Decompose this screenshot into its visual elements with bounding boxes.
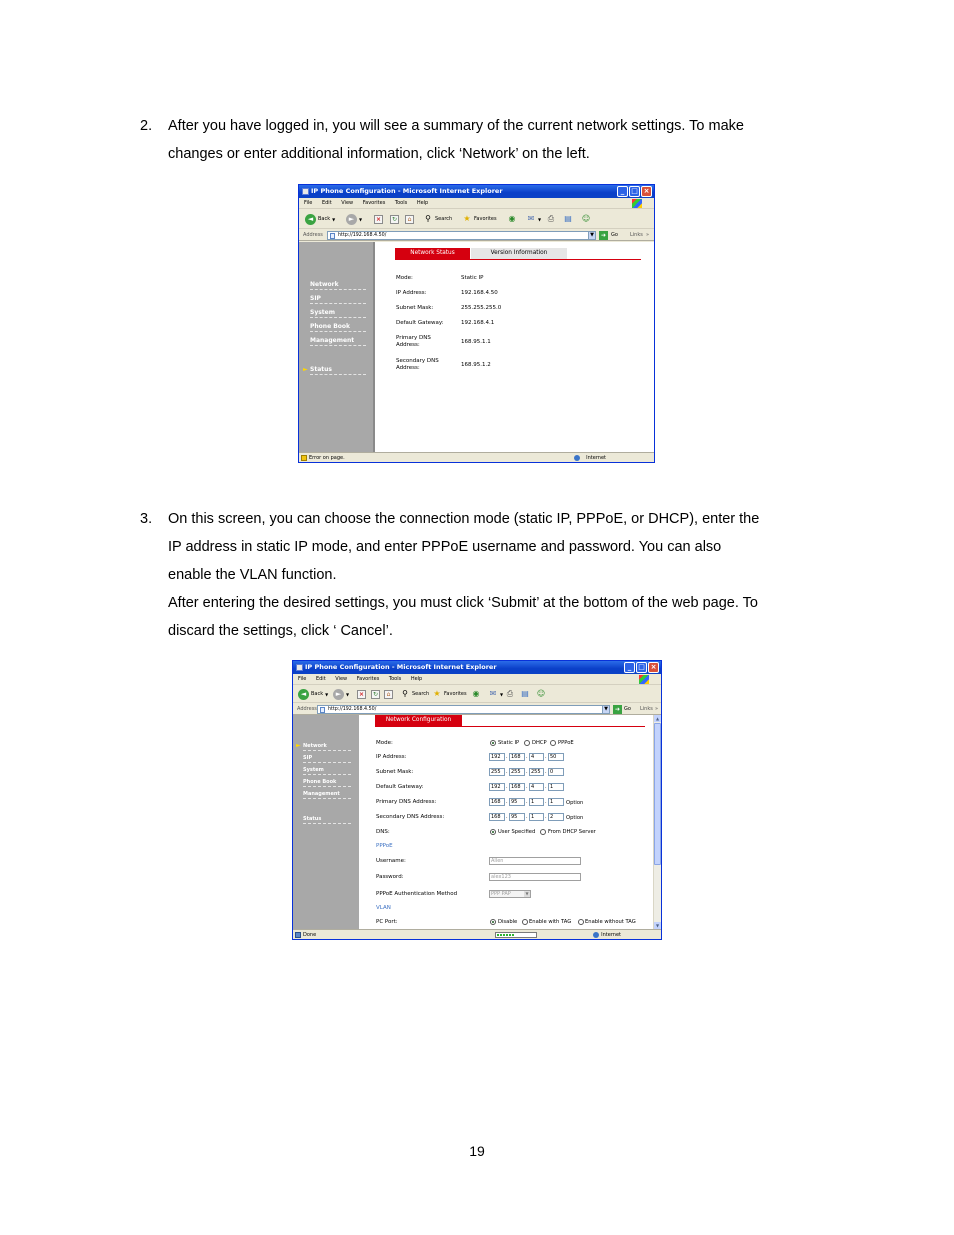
secondary-dns-octet-4-input[interactable]: 2 [548, 813, 564, 821]
tab-underline [375, 726, 645, 727]
secondary-dns-option-label: Option [566, 815, 584, 821]
pc-port-enable-no-tag-radio[interactable] [578, 919, 584, 925]
sidebar-item-network[interactable]: Network [310, 281, 366, 290]
links-button[interactable]: Links [640, 706, 653, 712]
paragraph-line: enable the VLAN function. [168, 567, 337, 583]
paragraph-line: changes or enter additional information, click ‘Network’ on the left. [168, 146, 590, 162]
primary-dns-label: Primary DNS Address: [376, 799, 437, 805]
scroll-down-icon[interactable]: ▼ [655, 923, 660, 928]
stop-icon[interactable]: × [375, 215, 382, 223]
vlan-section-heading: VLAN [376, 905, 391, 911]
links-button[interactable]: Links [630, 232, 643, 238]
sidebar-item-network[interactable]: Network [303, 743, 351, 751]
primary-dns-octet-4-input[interactable]: 1 [548, 798, 564, 806]
selected-arrow-icon: ► [296, 742, 301, 749]
subnet-octet-3-input[interactable]: 255 [529, 768, 544, 776]
menu-file[interactable]: File [304, 200, 313, 206]
menu-tools[interactable]: Tools [394, 200, 408, 206]
subnet-mask-label: Subnet Mask: [376, 769, 414, 775]
username-label: Username: [376, 858, 406, 864]
pc-port-enable-tag-radio[interactable] [522, 919, 528, 925]
address-input[interactable] [317, 705, 603, 714]
search-label: Search [412, 691, 430, 697]
password-input[interactable]: alex123 [489, 873, 581, 881]
back-button[interactable]: ◄ Back ▼ [305, 213, 335, 225]
mode-label: Mode: [396, 275, 413, 281]
page-done-icon [295, 932, 301, 938]
menu-view[interactable]: View [341, 200, 354, 206]
star-icon: ★ [433, 689, 441, 698]
primary-dns-value: 168.95.1.1 [461, 339, 491, 345]
edit-icon[interactable]: ▤ [564, 214, 572, 223]
search-button[interactable] [400, 688, 429, 700]
ip-address-label: IP Address: [396, 290, 427, 296]
ip-address-value: 192.168.4.50 [461, 290, 498, 296]
tab-underline [395, 259, 641, 260]
menu-view[interactable]: View [335, 676, 348, 682]
page-icon [330, 233, 335, 239]
home-icon[interactable]: ⌂ [384, 690, 393, 699]
back-button[interactable]: ◄ Back ▼ [298, 688, 328, 700]
links-chevron-icon[interactable]: » [655, 706, 659, 712]
sidebar-item-management[interactable]: Management [303, 791, 351, 799]
secondary-dns-octet-3-input[interactable]: 1 [529, 813, 544, 821]
ie-page-icon [302, 188, 309, 195]
windows-logo-icon [639, 675, 649, 684]
maximize-button[interactable]: □ [629, 186, 640, 197]
close-button[interactable]: × [648, 662, 659, 673]
status-text: Done [303, 932, 317, 938]
default-gateway-label: Default Gateway: [376, 784, 424, 790]
dns-from-dhcp-radio[interactable] [540, 829, 546, 835]
sidebar-item-sip[interactable]: SIP [310, 295, 366, 304]
back-label: Back [318, 216, 331, 222]
search-icon: ⚲ [425, 214, 431, 223]
window-title: IP Phone Configuration - Microsoft Internet Explorer [311, 187, 503, 195]
address-url: http://192.168.4.50/ [328, 707, 377, 712]
gateway-octet-1-input[interactable]: 192 [489, 783, 505, 791]
go-arrow-icon[interactable]: ➜ [600, 232, 607, 239]
tab-network-configuration[interactable]: Network Configuration [375, 715, 462, 726]
tab-network-status[interactable]: Network Status [395, 248, 470, 259]
pc-port-disable-radio[interactable] [490, 919, 496, 925]
secondary-dns-octet-2-input[interactable]: 95 [509, 813, 525, 821]
loading-progress-bar [495, 932, 537, 938]
sidebar-item-phone-book[interactable]: Phone Book [310, 323, 366, 332]
subnet-mask-value: 255.255.255.0 [461, 305, 502, 311]
menu-help[interactable]: Help [410, 676, 423, 682]
address-input[interactable] [327, 231, 589, 240]
secondary-dns-octet-1-input[interactable]: 168 [489, 813, 505, 821]
menu-bar [293, 674, 661, 685]
ie-window-network-configuration [292, 660, 662, 940]
paragraph-line: After entering the desired settings, you must click ‘Submit’ at the bottom of the web page. To [168, 595, 758, 611]
mode-label: Mode: [376, 740, 393, 746]
gateway-octet-4-input[interactable]: 1 [548, 783, 564, 791]
gateway-octet-2-input[interactable]: 168 [509, 783, 525, 791]
pppoe-auth-method-label: PPPoE Authentication Method [376, 891, 458, 897]
subnet-mask-label: Subnet Mask: [396, 305, 434, 311]
address-url: http://192.168.4.50/ [338, 233, 387, 238]
sidebar [293, 715, 359, 929]
menu-favorites[interactable]: Favorites [362, 200, 386, 206]
mode-pppoe-label: PPPoE [558, 740, 574, 746]
default-gateway-label: Default Gateway: [396, 320, 444, 326]
status-bar [299, 452, 654, 462]
forward-button[interactable]: ► ▼ [346, 213, 362, 225]
pc-port-label: PC Port: [376, 919, 398, 925]
pppoe-section-heading: PPPoE [376, 843, 393, 849]
ip-octet-2-input[interactable]: 168 [509, 753, 525, 761]
ip-address-label: IP Address: [376, 754, 407, 760]
scroll-up-icon[interactable]: ▲ [655, 716, 660, 721]
links-chevron-icon[interactable]: » [646, 232, 650, 238]
subnet-octet-4-input[interactable]: 0 [548, 768, 564, 776]
maximize-button[interactable]: □ [636, 662, 647, 673]
favorites-label: Favorites [474, 216, 497, 222]
dns-user-specified-radio[interactable] [490, 829, 496, 835]
address-label: Address [303, 232, 323, 238]
forward-arrow-icon: ► [346, 214, 357, 225]
internet-zone-label: Internet [601, 932, 621, 938]
star-icon: ★ [463, 214, 471, 223]
favorites-button[interactable] [432, 688, 467, 700]
menu-help[interactable]: Help [416, 200, 429, 206]
mode-value: Static IP [461, 275, 484, 281]
secondary-dns-label: Secondary DNS Address: [376, 814, 445, 820]
pppoe-auth-method-value: PPP PAP [491, 891, 511, 897]
ip-octet-1-input[interactable]: 192 [489, 753, 505, 761]
search-button[interactable] [423, 213, 452, 225]
address-bar [293, 703, 661, 715]
search-label: Search [435, 216, 453, 222]
address-dropdown-icon[interactable]: ▼ [588, 231, 596, 240]
mail-icon[interactable]: ✉ [527, 214, 535, 223]
internet-zone-label: Internet [586, 455, 606, 461]
paragraph-line: IP address in static IP mode, and enter PPPoE username and password. You can also [168, 539, 722, 555]
dns-user-specified-label: User Specified [498, 829, 536, 835]
paragraph-line: After you have logged in, you will see a summary of the current network settings. To make [168, 118, 744, 134]
print-icon[interactable]: ⎙ [547, 214, 555, 223]
close-button[interactable]: × [641, 186, 652, 197]
sidebar-item-phone-book[interactable]: Phone Book [303, 779, 351, 787]
pc-port-disable-label: Disable [498, 919, 518, 925]
username-input[interactable]: Allen [489, 857, 581, 865]
primary-dns-octet-1-input[interactable]: 168 [489, 798, 505, 806]
gateway-octet-3-input[interactable]: 4 [529, 783, 544, 791]
warning-icon[interactable] [301, 455, 307, 461]
scroll-thumb[interactable] [654, 723, 661, 865]
mode-dhcp-radio[interactable] [524, 740, 530, 746]
default-gateway-value: 192.168.4.1 [461, 320, 495, 326]
internet-zone-icon [574, 455, 580, 461]
menu-favorites[interactable]: Favorites [356, 676, 380, 682]
go-button[interactable]: Go [611, 232, 618, 238]
ip-octet-4-input[interactable]: 50 [548, 753, 564, 761]
secondary-dns-label: Secondary DNS Address: [396, 358, 439, 371]
status-bar [293, 929, 661, 939]
menu-bar [299, 198, 654, 209]
edit-icon[interactable]: ▤ [521, 689, 529, 698]
back-label: Back [311, 691, 324, 697]
stop-icon[interactable]: × [358, 690, 365, 698]
forward-arrow-icon: ► [333, 689, 344, 700]
mode-pppoe-radio[interactable] [550, 740, 556, 746]
primary-dns-option-label: Option [566, 800, 584, 806]
mode-static-ip-radio[interactable] [490, 740, 496, 746]
menu-edit[interactable]: Edit [321, 200, 332, 206]
page-icon [320, 707, 325, 713]
step-number: 3. [140, 511, 153, 527]
sidebar-item-status[interactable]: Status [303, 816, 351, 824]
address-bar [299, 229, 654, 241]
subnet-octet-2-input[interactable]: 255 [509, 768, 525, 776]
ie-page-icon [296, 664, 303, 671]
toolbar: ◄ Back ▼ ► ▼ × ↻ ⌂ ⚲ Search ★ Favorites ◉ ✉ ▼ ⎙ ▤ ☺ [293, 685, 661, 703]
windows-logo-icon [632, 199, 642, 208]
go-button[interactable]: Go [624, 706, 631, 712]
ie-window-network-status [298, 184, 655, 463]
tab-version-information[interactable]: Version Information [471, 248, 567, 259]
minimize-button[interactable]: _ [617, 186, 628, 197]
pppoe-auth-method-select[interactable] [489, 890, 531, 898]
search-icon: ⚲ [402, 689, 408, 698]
minimize-button[interactable]: _ [624, 662, 635, 673]
selected-arrow-icon: ► [303, 366, 308, 373]
primary-dns-label: Primary DNS Address: [396, 335, 431, 348]
favorites-label: Favorites [444, 691, 467, 697]
forward-button[interactable]: ► ▼ [333, 688, 349, 700]
address-dropdown-icon[interactable]: ▼ [602, 705, 610, 714]
menu-file[interactable]: File [298, 676, 307, 682]
go-arrow-icon[interactable]: ➜ [614, 706, 621, 713]
paragraph-line: On this screen, you can choose the connection mode (static IP, PPPoE, or DHCP), enter the [168, 511, 760, 527]
sidebar-item-status[interactable]: Status [310, 366, 366, 375]
refresh-icon[interactable]: ↻ [391, 215, 398, 223]
page-content [299, 242, 654, 452]
page-number: 19 [469, 1143, 485, 1159]
favorites-button[interactable] [462, 213, 497, 225]
mail-icon[interactable]: ✉ [489, 689, 497, 698]
dns-label: DNS: [376, 829, 390, 835]
messenger-icon[interactable]: ☺ [581, 214, 591, 223]
sidebar-item-management[interactable]: Management [310, 337, 366, 346]
history-icon[interactable]: ◉ [472, 689, 480, 698]
window-titlebar [299, 185, 654, 198]
status-text: Error on page. [309, 455, 345, 461]
subnet-octet-1-input[interactable]: 255 [489, 768, 505, 776]
page-content: ► Network SIP System Phone Book Management Status Network Configuration Mode: Static IP DHCP PPPoE IP Address: 192 . 168 . 4 . 50 Subnet Mask: 255 . 255 . 255 . 0 Default Gateway: 192 . 168 . 4 . 1 Primary DNS Address: 168 . 95 . 1 . 1 Option Secondary DNS Address: 168 . 95 . 1 . 2 Option DNS: User Specified From DHCP Server PPPoE Username: Allen Password: alex123 PPPoE Authentication Method PPP PAP ▼ VLAN PC Port: Disable Enable with TAG Enable without TAG ▲ ▼ [293, 715, 661, 929]
back-arrow-icon: ◄ [305, 214, 316, 225]
toolbar: ◄ Back ▼ ► ▼ × ↻ ⌂ ⚲ Search ★ Favorites ◉ ✉ ▼ ⎙ ▤ ☺ [299, 209, 654, 229]
vertical-scrollbar[interactable] [653, 715, 661, 929]
primary-dns-octet-3-input[interactable]: 1 [529, 798, 544, 806]
mode-dhcp-label: DHCP [532, 740, 547, 746]
window-titlebar [293, 661, 661, 674]
sidebar-item-system[interactable]: System [303, 767, 351, 775]
step-number: 2. [140, 118, 153, 134]
internet-zone-icon [593, 932, 599, 938]
ip-octet-3-input[interactable]: 4 [529, 753, 544, 761]
sidebar-item-system[interactable]: System [310, 309, 366, 318]
primary-dns-octet-2-input[interactable]: 95 [509, 798, 525, 806]
sidebar-item-sip[interactable]: SIP [303, 755, 351, 763]
dns-from-dhcp-label: From DHCP Server [548, 829, 596, 835]
home-icon[interactable]: ⌂ [405, 215, 414, 224]
secondary-dns-value: 168.95.1.2 [461, 362, 491, 368]
menu-edit[interactable]: Edit [315, 676, 326, 682]
pc-port-enable-tag-label: Enable with TAG [529, 919, 572, 925]
sidebar [299, 242, 375, 452]
menu-tools[interactable]: Tools [388, 676, 402, 682]
print-icon[interactable]: ⎙ [506, 689, 514, 698]
paragraph-line: discard the settings, click ‘ Cancel’. [168, 623, 393, 639]
messenger-icon[interactable]: ☺ [536, 689, 546, 698]
password-label: Password: [376, 874, 404, 880]
history-icon[interactable]: ◉ [508, 214, 516, 223]
address-label: Address [297, 706, 317, 712]
mode-static-ip-label: Static IP [498, 740, 520, 746]
back-arrow-icon: ◄ [298, 689, 309, 700]
chevron-down-icon: ▼ [525, 891, 529, 896]
window-title: IP Phone Configuration - Microsoft Internet Explorer [305, 663, 497, 671]
refresh-icon[interactable]: ↻ [372, 690, 379, 698]
pc-port-enable-no-tag-label: Enable without TAG [585, 919, 636, 925]
